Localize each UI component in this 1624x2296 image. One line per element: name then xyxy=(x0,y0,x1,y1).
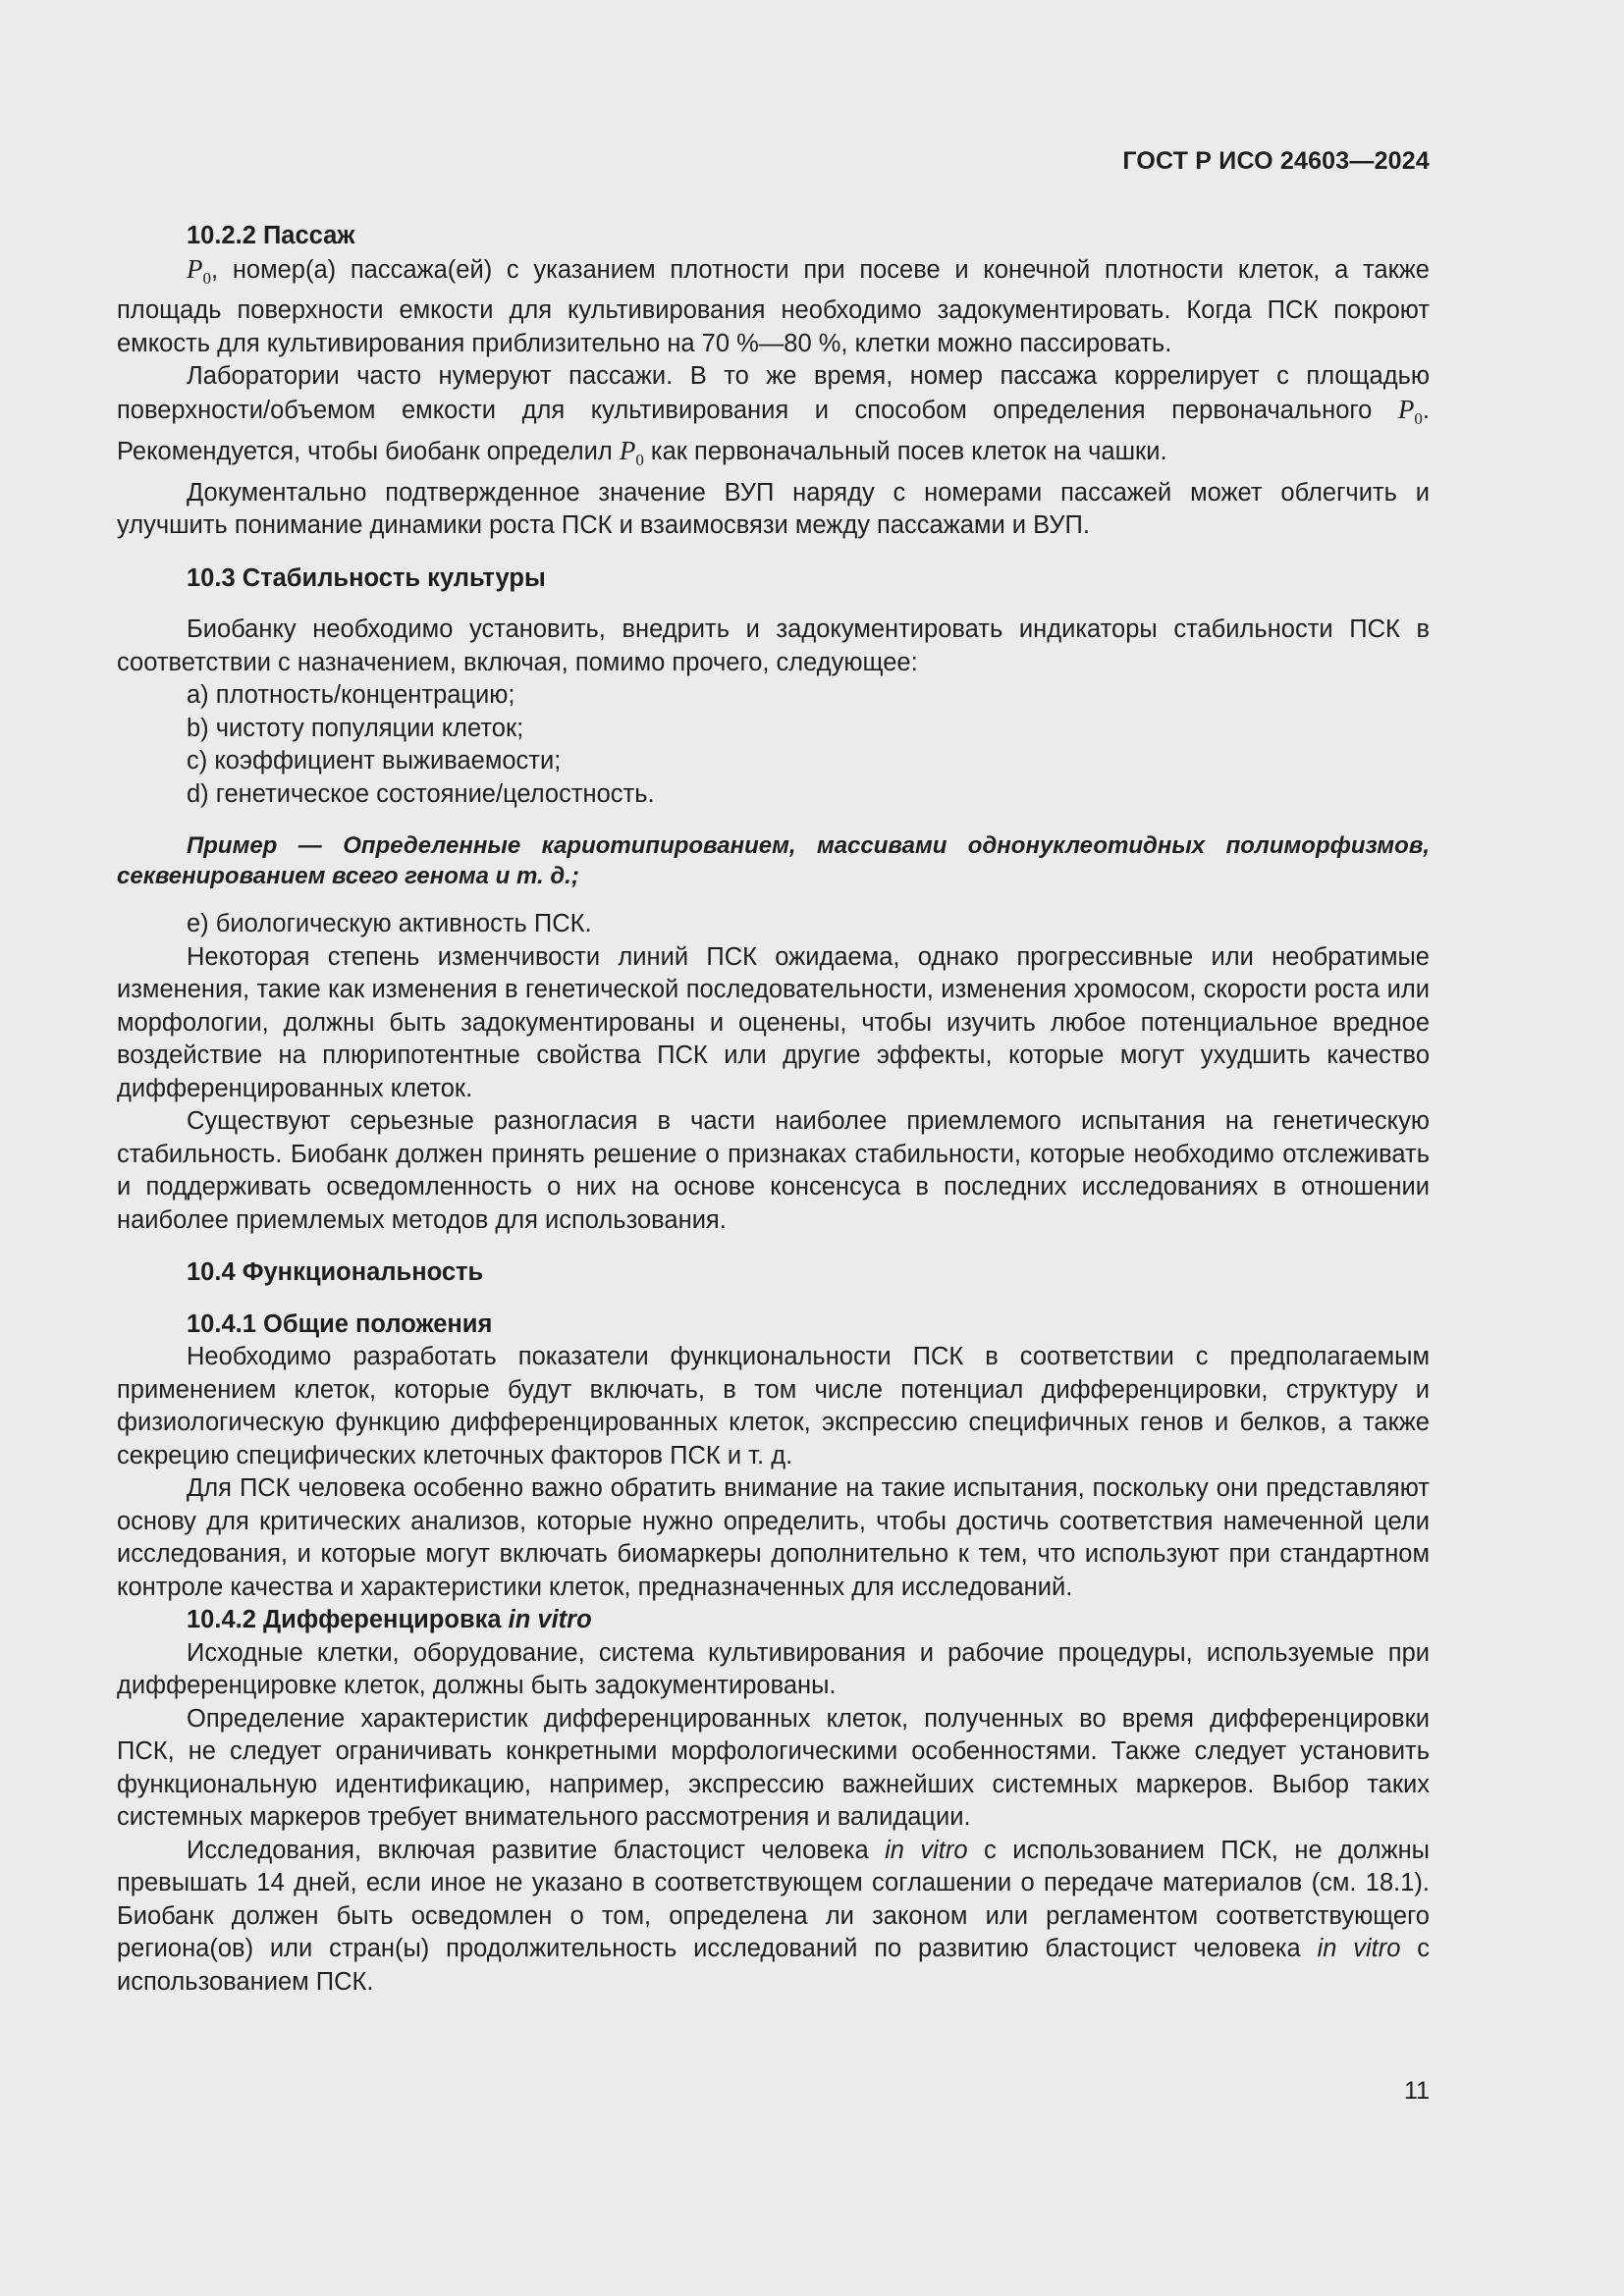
list-item: d) генетическое состояние/целостность. xyxy=(187,779,655,808)
list-item: c) коэффициент выживаемости; xyxy=(187,747,562,774)
document-body xyxy=(117,220,1430,1999)
symbol-p: P xyxy=(1397,394,1415,424)
paragraph-differentiation-2: Определение характеристик дифференцированных клеток, полученных во время дифференцировки ПСК, не следует ограничивать конкретными морфологическими особенностями. Также следует установить функциональную идентификацию, например, экспрессию важнейших системных маркеров. Выбор таких системных маркеров требует внимательного рассмотрения и валидации. xyxy=(117,1704,1430,1831)
paragraph-stability-2: Существуют серьезные разногласия в части наиболее приемлемого испытания на генетическую стабильность. Биобанк должен принять решение о признаках стабильности, которые необходимо отслеживать и поддерживать осведомленность о них на основе консенсуса в последних исследованиях в отношении наиболее приемлемых методов для использования. xyxy=(117,1107,1430,1234)
text-span: 10.4.2 Дифференцировка xyxy=(187,1606,509,1633)
text-span: как первоначальный посев клеток на чашки. xyxy=(643,438,1167,465)
text-span: Лаборатории часто нумеруют пассажи. В то же время, номер пассажа коррелирует с площадью поверхности/объемом емкости для культивирования и способом определения первоначального xyxy=(117,362,1430,424)
paragraph-stability-intro: Биобанку необходимо установить, внедрить и задокументировать индикаторы стабильности ПСК в соответствии с назначением, включая, помимо прочего, следующее: xyxy=(117,615,1430,676)
text-span: с использованием ПСК. xyxy=(117,1935,1430,1996)
paragraph-functionality-2: Для ПСК человека особенно важно обратить внимание на такие испытания, поскольку они представляют основу для критических анализов, которые нужно определить, чтобы достичь соответствия намеченной цели исследования, и которые могут включать биомаркеры дополнительно к тем, что используют при стандартном контроле качества и характеристики клеток, предназначенных для исследований. xyxy=(117,1474,1430,1601)
paragraph-stability-1: Некоторая степень изменчивости линий ПСК ожидаема, однако прогрессивные или необратимые изменения, такие как изменения в генетической последовательности, изменения хромосом, скорости роста или морфологии, должны быть задокументированы и оценены, чтобы изучить любое потенциальное вредное воздействие на плюрипотентные свойства ПСК или другие эффекты, которые могут ухудшить качество дифференцированных клеток. xyxy=(117,942,1430,1102)
heading-10-4-1: 10.4.1 Общие положения xyxy=(187,1309,493,1338)
example-note: Пример — Определенные кариотипированием, массивами однонуклеотидных полиморфизмов, секвенированием всего генома и т. д.; xyxy=(117,832,1430,889)
text-span: , номер(а) пассажа(ей) с указанием плотности при посеве и конечной плотности клеток, а также площадь поверхности емкости для культивирования необходимо задокументировать. Когда ПСК покроют емкость для культивирования приблизительно на 70 %—80 %, клетки можно пассировать. xyxy=(117,255,1430,357)
list-item: e) биологическую активность ПСК. xyxy=(187,910,592,937)
list-item: b) чистоту популяции клеток; xyxy=(187,714,524,742)
heading-10-4-2 xyxy=(117,1604,1430,1637)
heading-10-2-2: 10.2.2 Пассаж xyxy=(187,222,355,249)
symbol-p: P xyxy=(187,253,203,284)
paragraph-passage-2 xyxy=(117,360,1430,477)
symbol-subscript: 0 xyxy=(1414,408,1423,428)
paragraph-functionality-1: Необходимо разработать показатели функциональности ПСК в соответствии с предполагаемым применением клеток, которые будут включать, в том числе потенциал дифференцировки, структуру и физиологическую функцию дифференцированных клеток, экспрессию специфичных генов и белков, а также секрецию специфических клеточных факторов ПСК и т. д. xyxy=(117,1343,1430,1469)
list-item: a) плотность/концентрацию; xyxy=(187,681,515,709)
paragraph-passage-3: Документально подтвержденное значение ВУП наряду с номерами пассажей может облегчить и улучшить понимание динамики роста ПСК и взаимосвязи между пассажами и ВУП. xyxy=(117,478,1430,539)
paragraph-differentiation-3 xyxy=(117,1835,1430,2000)
symbol-subscript: 0 xyxy=(202,268,211,288)
symbol-subscript: 0 xyxy=(635,451,644,469)
heading-10-4: 10.4 Функциональность xyxy=(187,1258,484,1286)
italic-term: in vitro xyxy=(508,1606,592,1633)
heading-10-3: 10.3 Стабильность культуры xyxy=(187,563,546,592)
italic-term: in vitro xyxy=(1317,1935,1401,1962)
text-span: с использованием ПСК, не должны превышать 14 дней, если иное не указано в соответствующем соглашении о передаче материалов (см. 18.1). Биобанк должен быть осведомлен о том, определена ли законом или регламентом соответствующего региона(ов) или стран(ы) продолжительность исследований по развитию бластоцист человека xyxy=(117,1836,1430,1962)
document-id-header: ГОСТ Р ИСО 24603—2024 xyxy=(1122,147,1430,175)
italic-term: in vitro xyxy=(885,1836,968,1864)
paragraph-differentiation-1: Исходные клетки, оборудование, система культивирования и рабочие процедуры, используемые при дифференцировке клеток, должны быть задокументированы. xyxy=(117,1638,1430,1699)
page-number: 11 xyxy=(1404,2077,1430,2105)
symbol-p: P xyxy=(619,436,636,465)
paragraph-passage-1 xyxy=(117,253,1430,361)
text-span: Исследования, включая развитие бластоцист человека xyxy=(187,1836,886,1864)
text-span: . Рекомендуется, чтобы биобанк определил xyxy=(117,396,1430,465)
